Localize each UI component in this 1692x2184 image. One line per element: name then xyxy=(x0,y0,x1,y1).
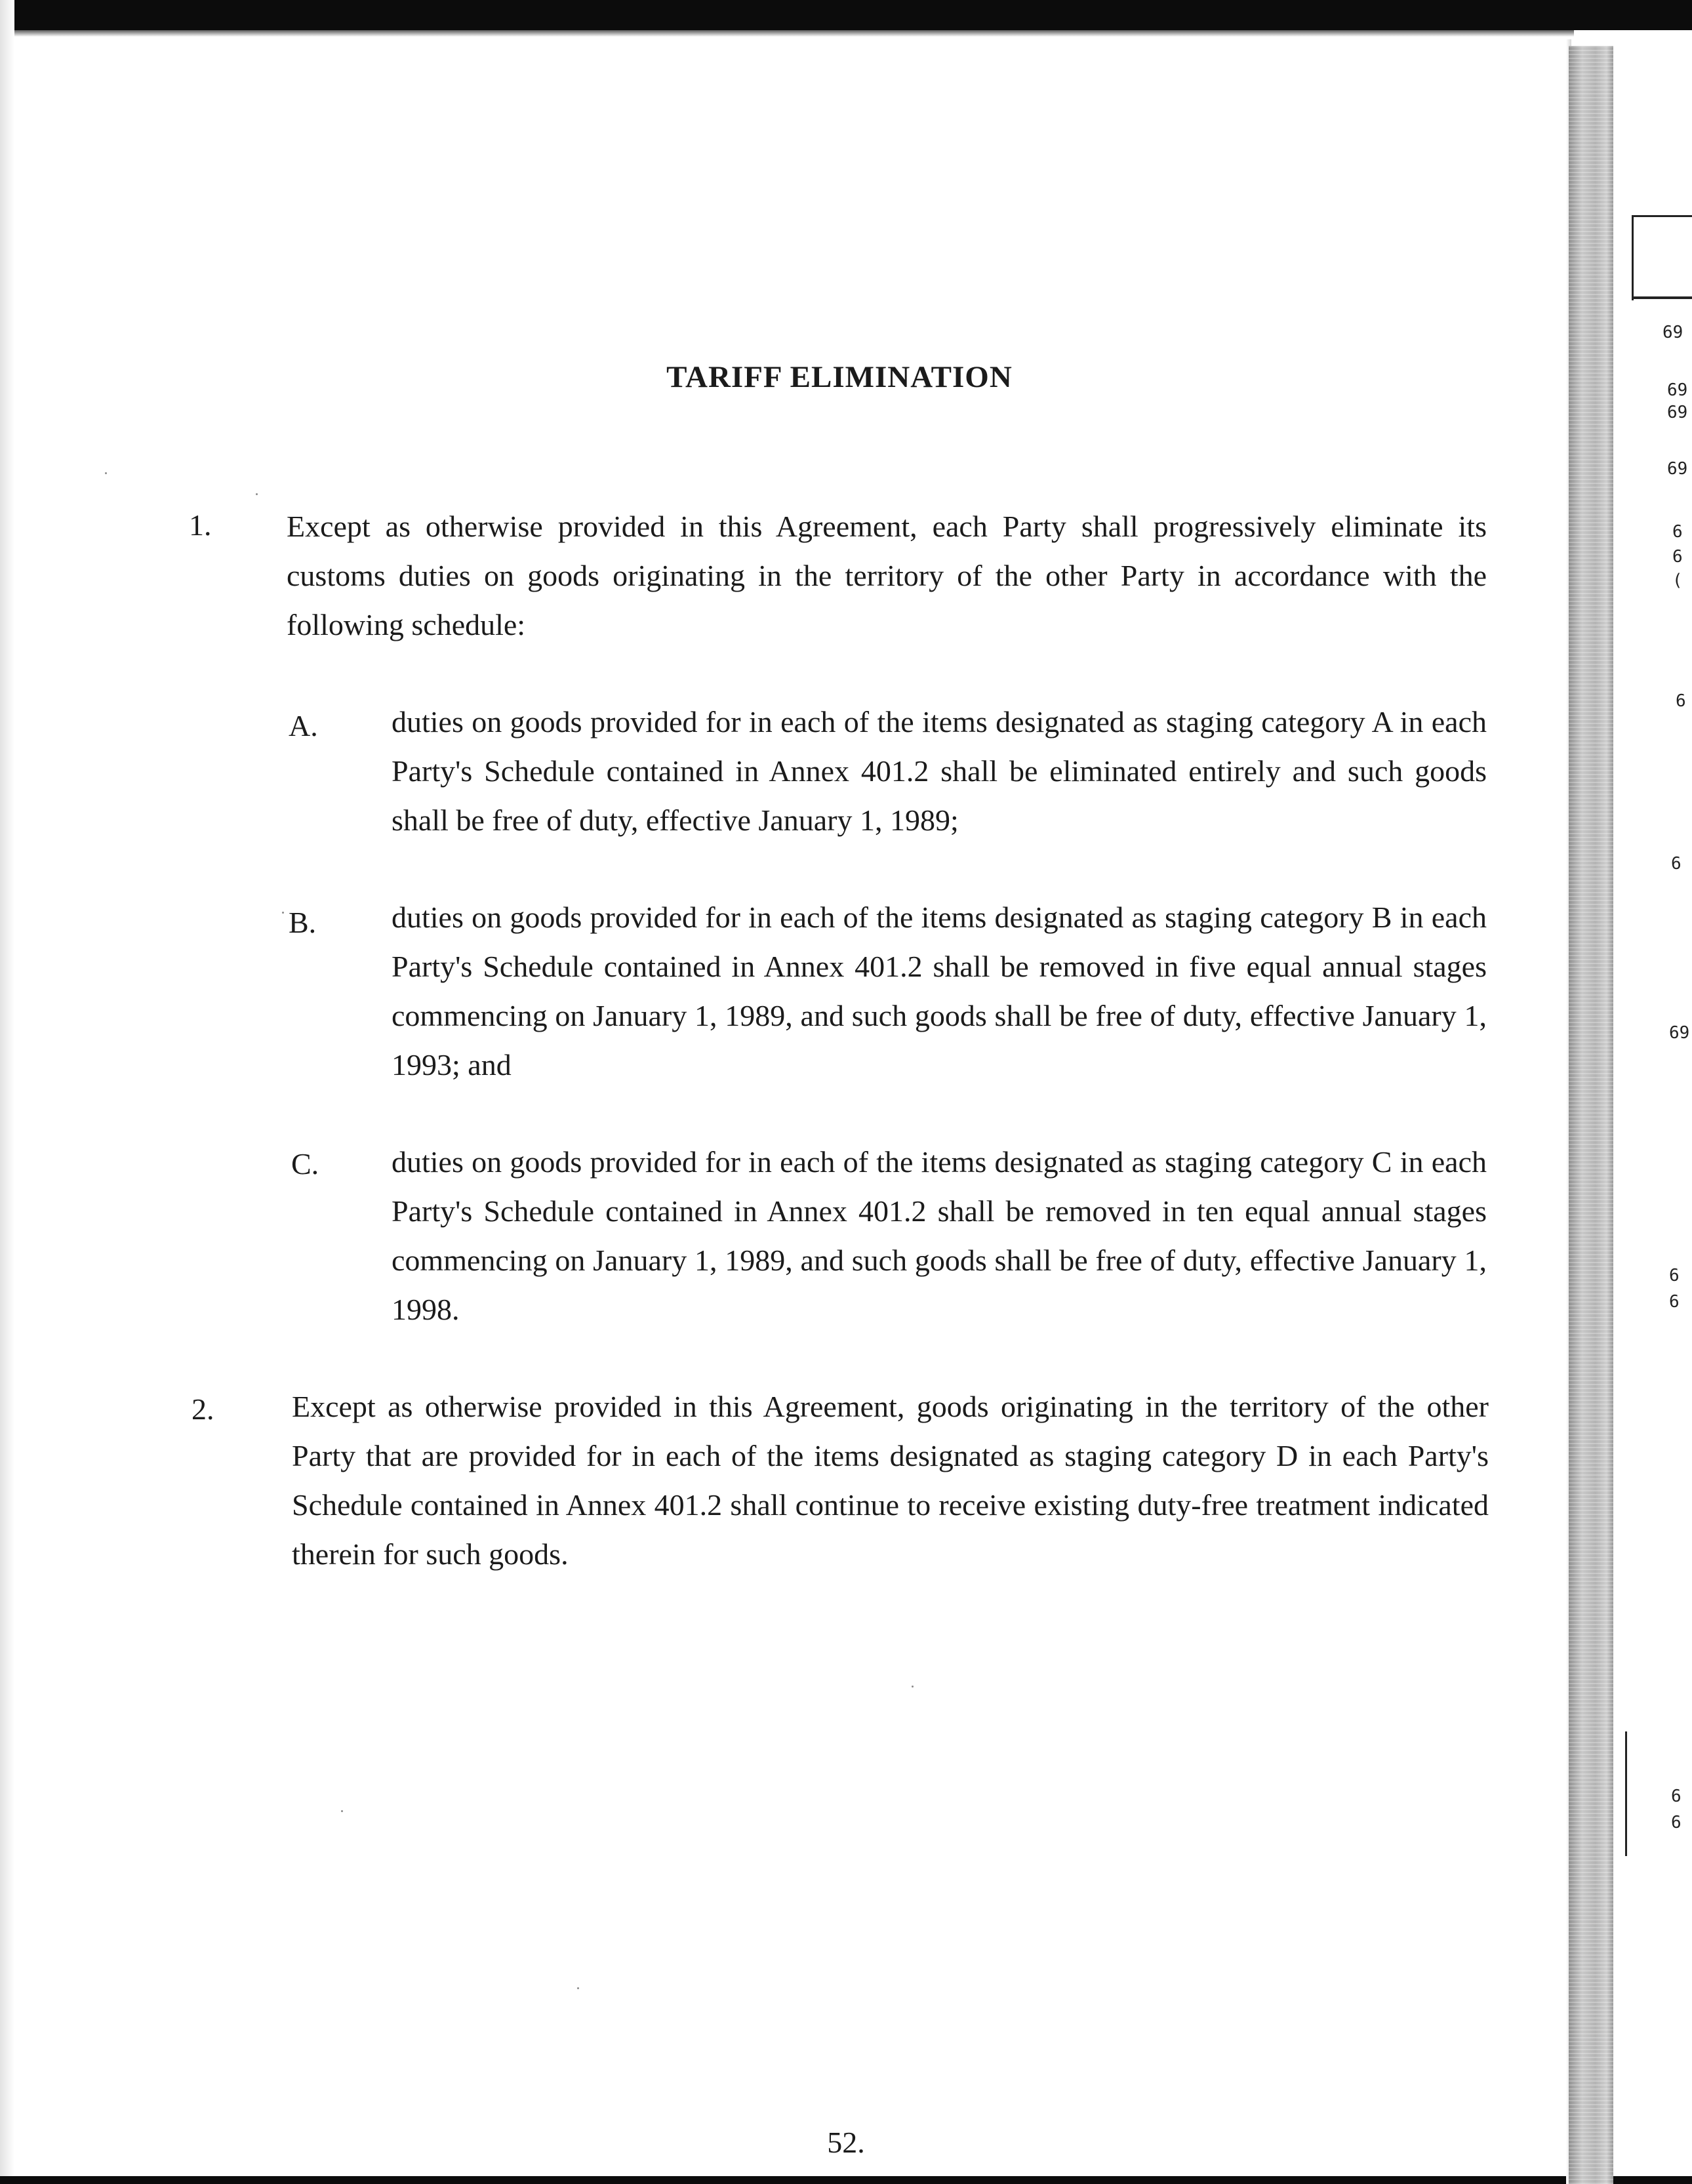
adjacent-page-fragment: 69 xyxy=(1667,403,1688,422)
scan-speck xyxy=(341,1810,343,1812)
scan-speck xyxy=(282,912,284,914)
adjacent-page-fragment: 6 xyxy=(1671,1787,1682,1806)
scan-speck xyxy=(105,472,107,474)
list-item-label: B. xyxy=(289,906,317,939)
adjacent-page-fragment: 69 xyxy=(1667,459,1688,479)
scan-speck xyxy=(577,1987,579,1989)
adjacent-table-rule xyxy=(1633,215,1692,217)
adjacent-page-fragment: 6 xyxy=(1669,1292,1680,1312)
adjacent-page-fragment: 6 xyxy=(1669,1266,1680,1285)
adjacent-table-rule xyxy=(1625,1731,1627,1856)
adjacent-page-fragment: 6 xyxy=(1671,854,1682,874)
scan-speck xyxy=(912,1686,914,1688)
list-item-label: C. xyxy=(291,1147,319,1181)
paragraph-text: Except as otherwise provided in this Agreement, each Party shall progressively eliminate its customs duties on goods originating in the territory of the other Party in accordance with the following schedule: xyxy=(287,510,1487,641)
adjacent-page-fragment: 69 xyxy=(1669,1023,1690,1043)
adjacent-table-rule xyxy=(1633,296,1692,299)
scan-border-fade xyxy=(0,30,1574,37)
document-title: TARIFF ELIMINATION xyxy=(666,360,1013,394)
page-number: 52. xyxy=(827,2126,865,2159)
adjacent-page-fragment: 6 xyxy=(1671,1813,1682,1832)
scan-border-top xyxy=(0,0,1692,30)
adjacent-page-fragment: 6 xyxy=(1672,547,1683,567)
list-item-text: duties on goods provided for in each of the items designated as staging category C in each Party's Schedule contained in Annex 401.2 shall be removed in ten equal annual stages commencing on January 1, 1989, and such goods shall be free of duty, effective January 1, 1998. xyxy=(392,1145,1487,1326)
adjacent-page-fragment: ( xyxy=(1672,571,1683,590)
list-item-label: A. xyxy=(289,709,318,742)
paragraph-number: 2. xyxy=(191,1392,214,1426)
list-item-text: duties on goods provided for in each of the items designated as staging category A in each Party's Schedule contained in Annex 401.2 shall be eliminated entirely and such goods shall be free of duty, effective January 1, 1989; xyxy=(392,705,1487,837)
adjacent-page-fragment: 69 xyxy=(1667,380,1688,400)
paragraph-text: Except as otherwise provided in this Agreement, goods originating in the territory of the other Party that are provided for in each of the items designated as staging category D in each Party's Schedule contained in Annex 401.2 shall continue to receive existing duty-free treatment indicated therein for such goods. xyxy=(292,1390,1489,1571)
scan-border-bottom xyxy=(0,2176,1692,2184)
scan-left-shadow xyxy=(0,0,14,2184)
scan-speck xyxy=(256,493,258,495)
adjacent-page-fragment: 6 xyxy=(1676,691,1686,711)
adjacent-page-fragment: 6 xyxy=(1672,522,1683,542)
paragraph-number: 1. xyxy=(189,508,212,542)
adjacent-table-rule xyxy=(1632,215,1634,300)
list-item-text: duties on goods provided for in each of the items designated as staging category B in each Party's Schedule contained in Annex 401.2 shall be removed in five equal annual stages commencing on January 1, 1989, and such goods shall be free of duty, effective January 1, 1993; and xyxy=(392,900,1487,1082)
adjacent-page-fragment: 69 xyxy=(1662,323,1683,342)
